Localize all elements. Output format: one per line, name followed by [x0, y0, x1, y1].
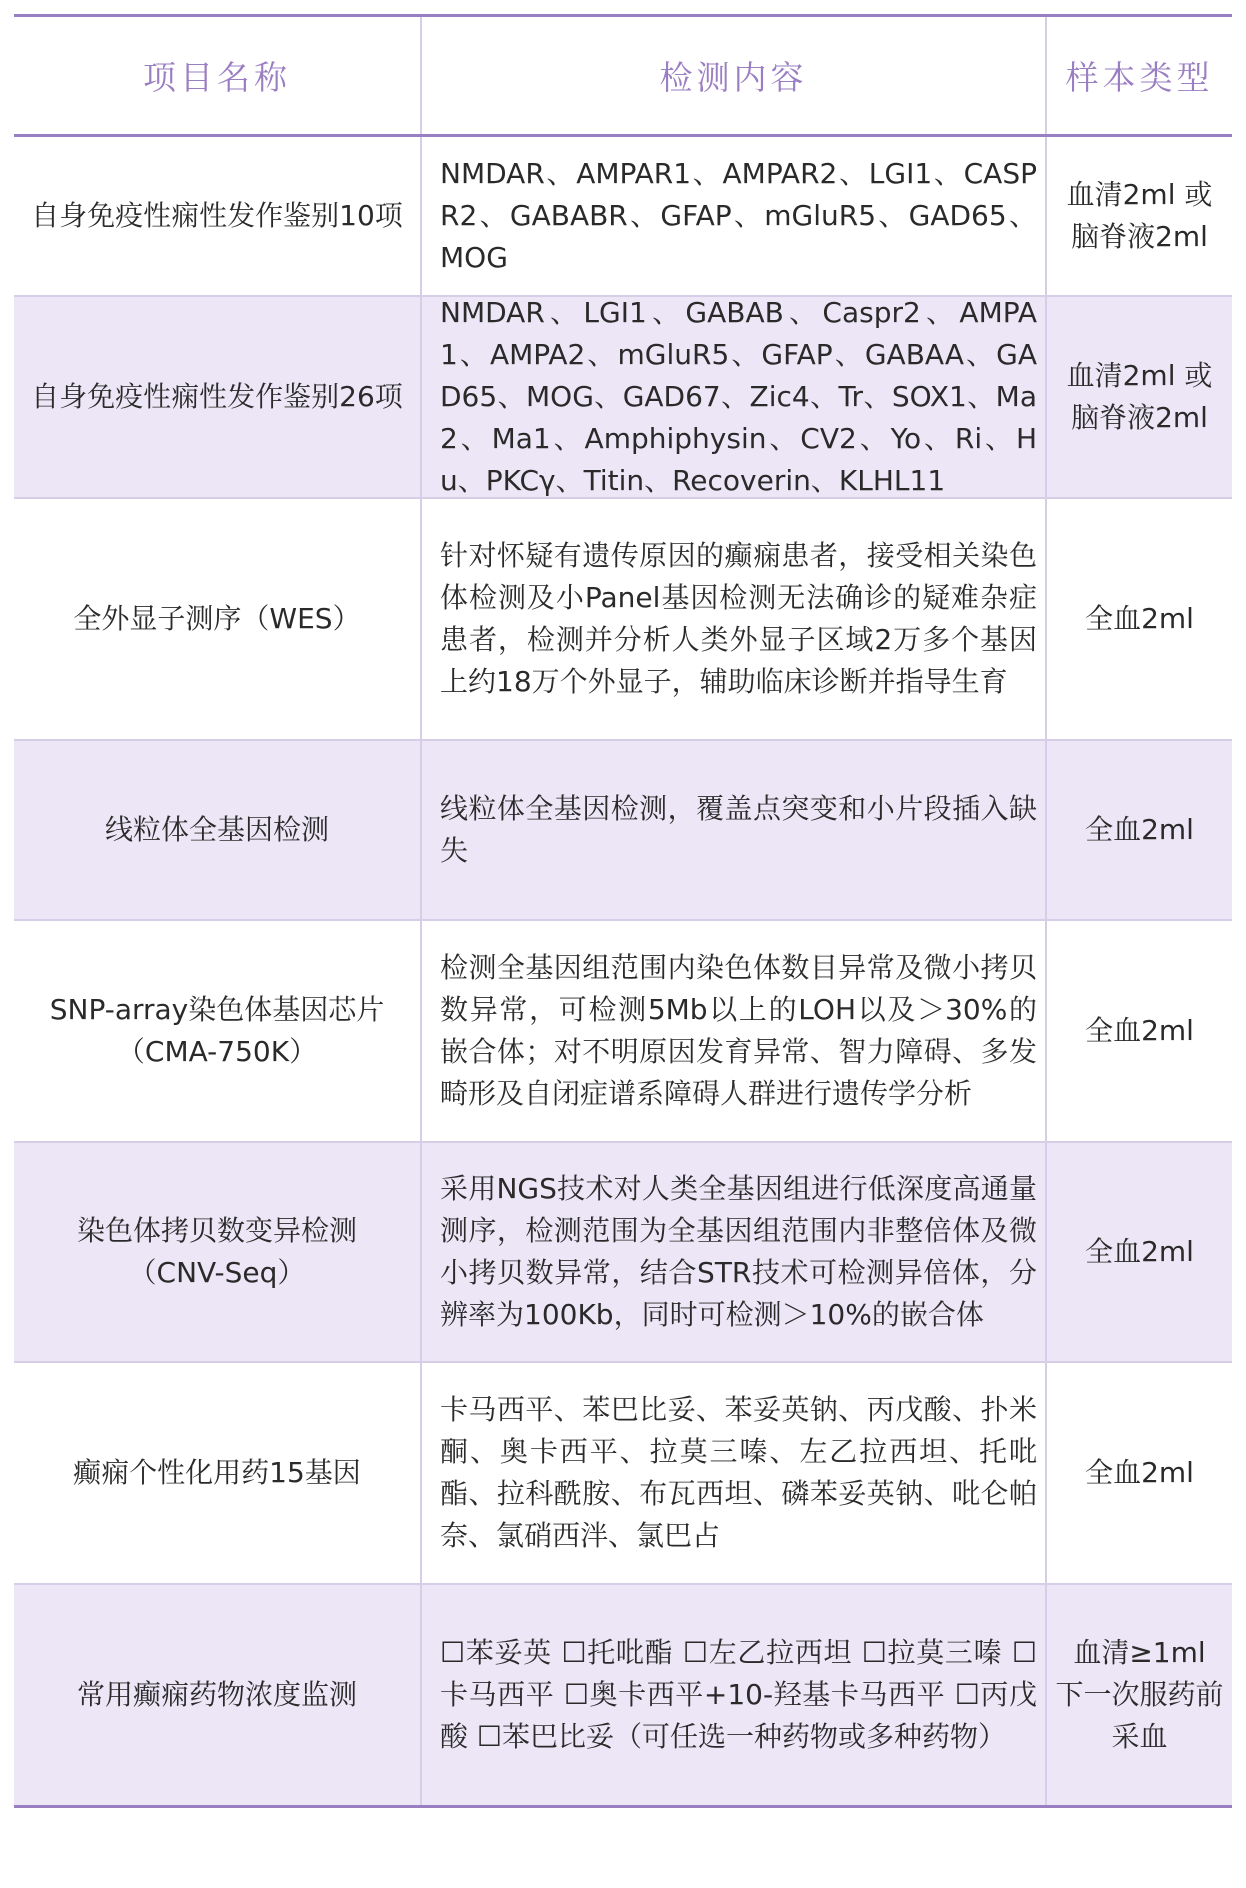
- item-name: 全外显子测序（WES）: [73, 602, 361, 635]
- sample-type-cell: [1047, 297, 1232, 497]
- test-content-cell: [422, 921, 1047, 1141]
- item-name-cell: [14, 1363, 422, 1583]
- table-row: [14, 499, 1232, 741]
- table-row: [14, 137, 1232, 297]
- test-content-cell: [422, 1143, 1047, 1361]
- table-row: [14, 297, 1232, 499]
- sample-type: 血清2ml 或 脑脊液2ml: [1066, 359, 1213, 434]
- sample-type: 全血2ml: [1085, 1014, 1194, 1047]
- sample-type-cell: [1047, 1363, 1232, 1583]
- sample-type-cell: [1047, 1585, 1232, 1805]
- table-row: [14, 1143, 1232, 1363]
- test-content: NMDAR、AMPAR1、AMPAR2、LGI1、CASPR2、GABABR、GFAP、mGluR5、GAD65、MOG: [440, 157, 1037, 274]
- test-content: 采用NGS技术对人类全基因组进行低深度高通量测序，检测范围为全基因组范围内非整倍体及微小拷贝数异常，结合STR技术可检测异倍体，分辨率为100Kb，同时可检测＞10%的嵌合体: [440, 1172, 1037, 1331]
- header-sample-type: 样本类型: [1065, 58, 1214, 97]
- item-name: 自身免疫性痫性发作鉴别26项: [31, 380, 403, 413]
- sample-type-cell: [1047, 741, 1232, 919]
- item-name: 染色体拷贝数变异检测 （CNV-Seq）: [76, 1214, 357, 1289]
- item-name-cell: [14, 137, 422, 295]
- sample-type: 全血2ml: [1085, 602, 1194, 635]
- item-name-cell: [14, 297, 422, 497]
- test-items-table: [14, 14, 1232, 1808]
- table-row: [14, 1585, 1232, 1805]
- test-content-cell: [422, 1363, 1047, 1583]
- item-name: 线粒体全基因检测: [104, 813, 329, 846]
- test-content: NMDAR、LGI1、GABAB、Caspr2、AMPA1、AMPA2、mGluR5、GFAP、GABAA、GAD65、MOG、GAD67、Zic4、Tr、SOX1、Ma2、Ma1、Amphiphysin、CV2、Yo、Ri、Hu、PKCγ、Titin、Recoverin、KLHL11: [440, 296, 1037, 497]
- test-content-cell: [422, 297, 1047, 497]
- item-name: 常用癫痫药物浓度监测: [76, 1678, 357, 1711]
- sample-type: 全血2ml: [1085, 813, 1194, 846]
- item-name: 癫痫个性化用药15基因: [73, 1456, 361, 1489]
- test-content: 卡马西平、苯巴比妥、苯妥英钠、丙戊酸、扑米酮、奥卡西平、拉莫三嗪、左乙拉西坦、托吡酯、拉科酰胺、布瓦西坦、磷苯妥英钠、吡仑帕奈、氯硝西泮、氯巴占: [440, 1393, 1037, 1552]
- test-content-cell: [422, 499, 1047, 739]
- test-content: 针对怀疑有遗传原因的癫痫患者，接受相关染色体检测及小Panel基因检测无法确诊的疑难杂症患者，检测并分析人类外显子区域2万多个基因上约18万个外显子，辅助临床诊断并指导生育: [440, 539, 1037, 698]
- item-name: 自身免疫性痫性发作鉴别10项: [31, 199, 403, 232]
- table-row: [14, 1363, 1232, 1585]
- item-name-cell: [14, 1585, 422, 1805]
- test-content-cell: [422, 741, 1047, 919]
- sample-type: 全血2ml: [1085, 1235, 1194, 1268]
- test-content: 检测全基因组范围内染色体数目异常及微小拷贝数异常，可检测5Mb以上的LOH以及＞30%的嵌合体；对不明原因发育异常、智力障碍、多发畸形及自闭症谱系障碍人群进行遗传学分析: [440, 951, 1037, 1110]
- item-name-cell: [14, 921, 422, 1141]
- table-header: [14, 17, 1232, 137]
- table-row: [14, 921, 1232, 1143]
- item-name-cell: [14, 499, 422, 739]
- item-name-cell: [14, 1143, 422, 1361]
- header-item-name: 项目名称: [14, 17, 422, 134]
- item-name-cell: [14, 741, 422, 919]
- test-content-cell: [422, 1585, 1047, 1805]
- sample-type-cell: [1047, 1143, 1232, 1361]
- test-content-cell: [422, 137, 1047, 295]
- sample-type-cell: [1047, 499, 1232, 739]
- sample-type-cell: [1047, 137, 1232, 295]
- test-content: ☐苯妥英 ☐托吡酯 ☐左乙拉西坦 ☐拉莫三嗪 ☐卡马西平 ☐奥卡西平+10-羟基卡马西平 ☐丙戊酸 ☐苯巴比妥（可任选一种药物或多种药物）: [440, 1636, 1037, 1753]
- test-content: 线粒体全基因检测，覆盖点突变和小片段插入缺失: [440, 792, 1037, 867]
- sample-type: 血清2ml 或 脑脊液2ml: [1066, 178, 1213, 253]
- header-test-content: 检测内容: [422, 17, 1047, 134]
- sample-type: 全血2ml: [1085, 1456, 1194, 1489]
- table-row: [14, 741, 1232, 921]
- sample-type-cell: [1047, 921, 1232, 1141]
- item-name: SNP-array染色体基因芯片 （CMA-750K）: [49, 993, 385, 1068]
- sample-type: 血清≥1ml 下一次服药前 采血: [1055, 1636, 1224, 1753]
